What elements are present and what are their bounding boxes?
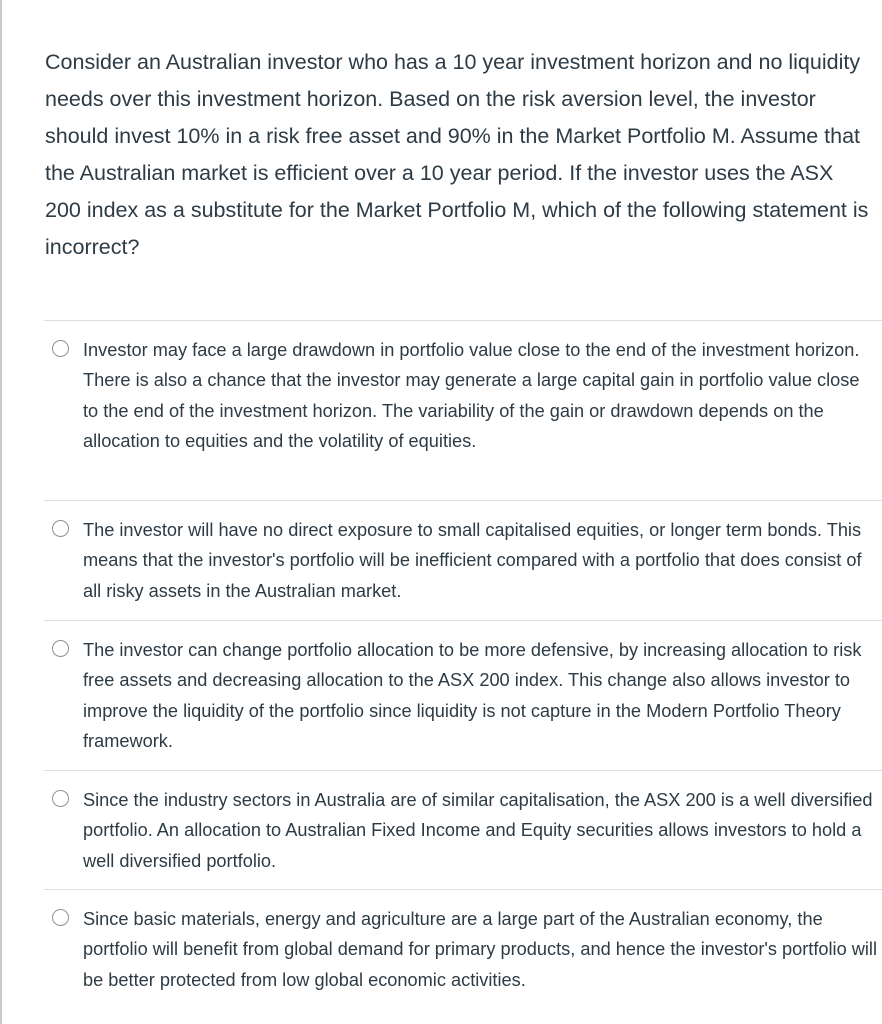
radio-button-5[interactable]: [52, 909, 69, 926]
radio-button-1[interactable]: [52, 340, 69, 357]
page-left-border: [0, 0, 2, 1024]
answer-label-4: Since the industry sectors in Australia are of similar capitalisation, the ASX 200 is a well diversified portfolio. An allocation to Australian Fixed Income and Equity securities allows investors to hold a well diversified portfolio.: [83, 790, 873, 871]
answer-label-1: Investor may face a large drawdown in portfolio value close to the end of the investment horizon. There is also a chance that the investor may generate a large capital gain in portfolio value close to the end of the investment horizon. The variability of the gain or drawdown depends on the allocation to equities and the volatility of equities.: [83, 340, 860, 452]
answer-label-5: Since basic materials, energy and agriculture are a large part of the Australian economy, the portfolio will benefit from global demand for primary products, and hence the investor's portfolio will be better protected from low global economic activities.: [83, 909, 878, 990]
answer-option-1[interactable]: [44, 320, 882, 500]
radio-button-2[interactable]: [52, 520, 69, 537]
answer-option-5[interactable]: [44, 889, 882, 1024]
answer-option-3[interactable]: [44, 620, 882, 770]
answer-label-3: The investor can change portfolio allocation to be more defensive, by increasing allocation to risk free assets and decreasing allocation to the ASX 200 index. This change also allows investor to improve the liquidity of the portfolio since liquidity is not capture in the Modern Portfolio Theory framework.: [83, 640, 862, 752]
radio-button-3[interactable]: [52, 640, 69, 657]
question-text: Consider an Australian investor who has a 10 year investment horizon and no liquidity needs over this investment horizon. Based on the risk aversion level, the investor should invest 10% in a risk free asset and 90% in the Market Portfolio M. Assume that the Australian market is efficient over a 10 year period. If the investor uses the ASX 200 index as a substitute for the Market Portfolio M, which of the following statement is incorrect?: [45, 50, 869, 259]
answer-option-4[interactable]: [44, 770, 882, 889]
answer-option-2[interactable]: [44, 500, 882, 620]
answer-list: [44, 320, 882, 1024]
answer-label-2: The investor will have no direct exposure to small capitalised equities, or longer term bonds. This means that the investor's portfolio will be inefficient compared with a portfolio that does consist of all risky assets in the Australian market.: [83, 520, 862, 601]
radio-button-4[interactable]: [52, 790, 69, 807]
